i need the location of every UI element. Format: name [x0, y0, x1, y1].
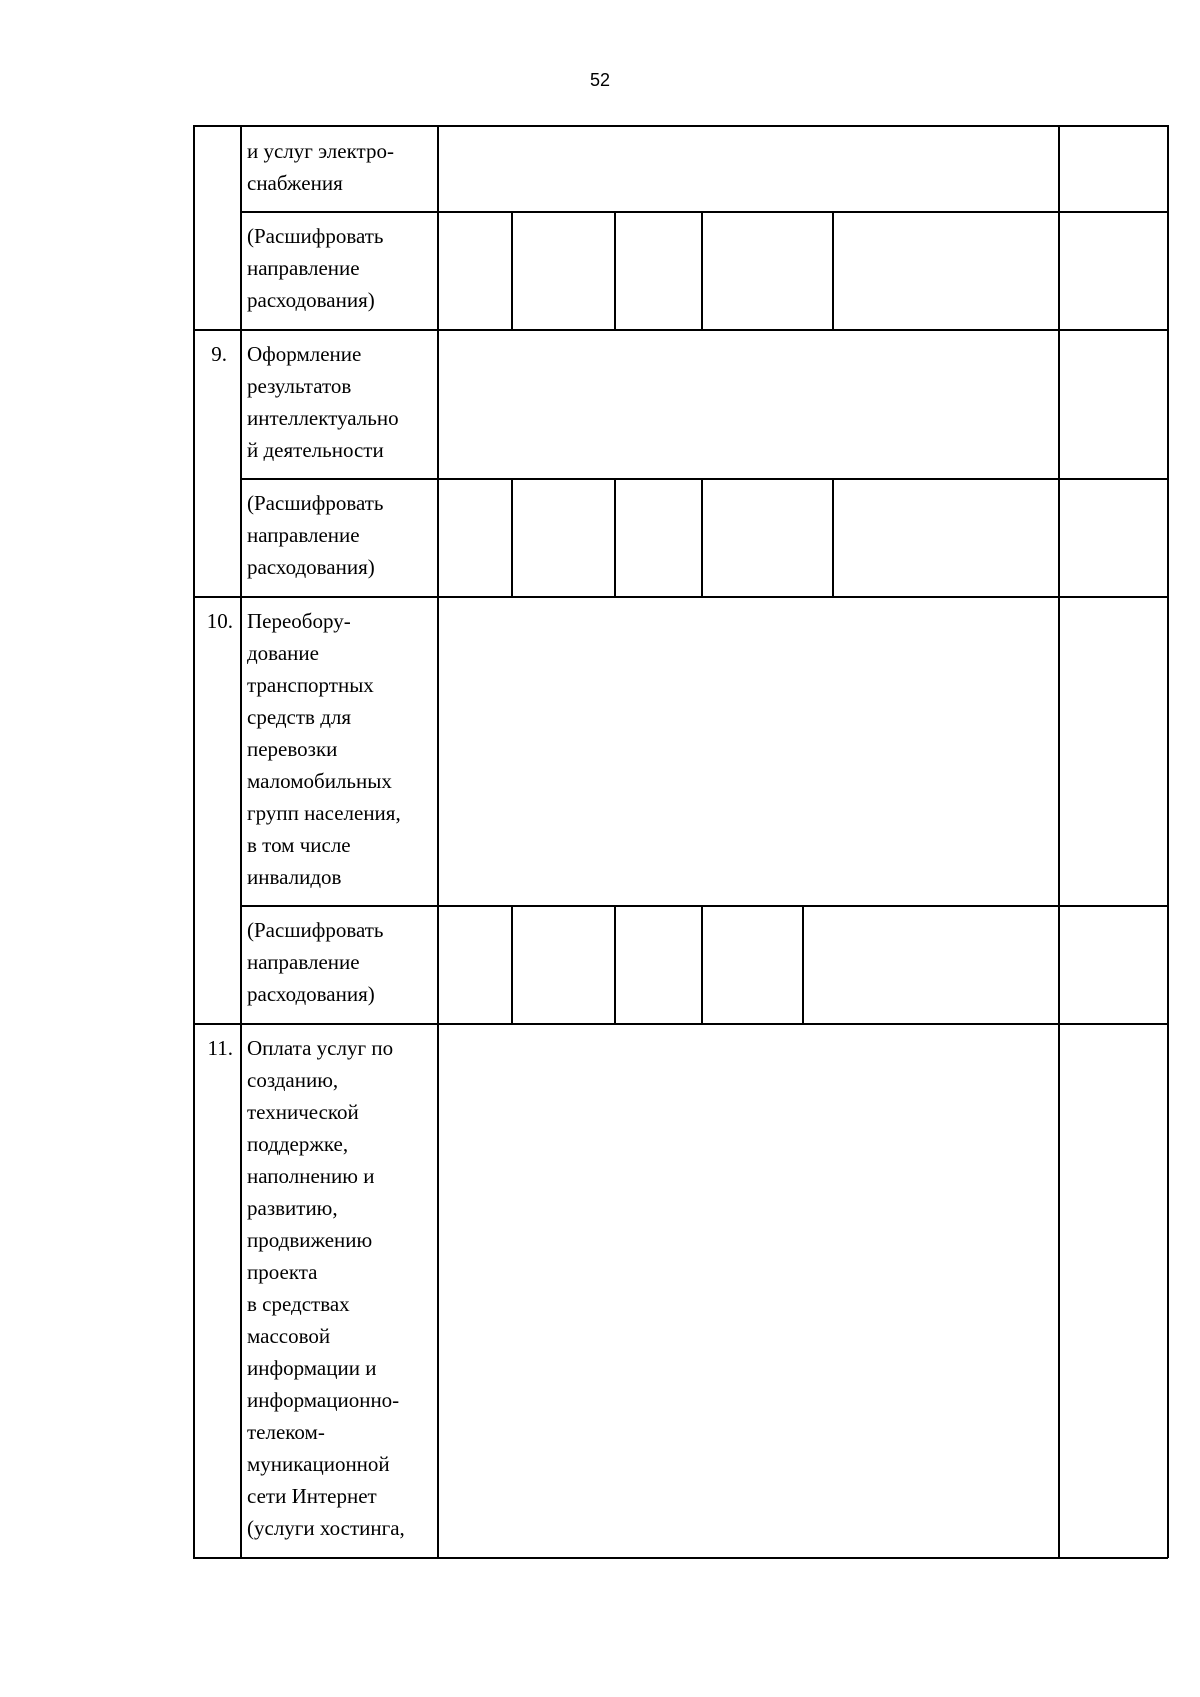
row-divider	[240, 211, 1168, 213]
item-description: (Расшифровать направление расходования)	[247, 491, 384, 579]
subcolumn-divider	[832, 211, 834, 329]
column-divider	[1058, 125, 1060, 1558]
row-number: 10.	[206, 609, 233, 633]
item-description: Оплата услуг по созданию, технической поддержке, наполнению и развитию, продвижению проекта в средствах массовой информации и информационно- телеком- муникационной сети Интернет (услуги хостинга,	[247, 1036, 405, 1540]
subcolumn-divider	[511, 905, 513, 1023]
row-divider	[193, 1023, 1168, 1025]
item-description: Оформление результатов интеллектуально й деятельности	[247, 342, 399, 462]
subcolumn-divider	[614, 905, 616, 1023]
row-number: 9.	[211, 342, 227, 366]
subcolumn-divider	[701, 478, 703, 596]
row-divider	[240, 905, 1168, 907]
subcolumn-divider	[614, 211, 616, 329]
table-border-top	[193, 125, 1168, 127]
subcolumn-divider	[832, 478, 834, 596]
row-divider	[193, 329, 1168, 331]
subcolumn-divider	[614, 478, 616, 596]
subcolumn-divider	[802, 905, 804, 1023]
item-description: и услуг электро- снабжения	[247, 139, 394, 195]
row-divider	[240, 478, 1168, 480]
column-divider	[240, 125, 242, 1558]
subcolumn-divider	[511, 211, 513, 329]
item-description: Переобору- дование транспортных средств для перевозки маломобильных групп населения, в том числе инвалидов	[247, 609, 401, 889]
table-border-bottom	[193, 1557, 1168, 1559]
item-description: (Расшифровать направление расходования)	[247, 918, 384, 1006]
row-divider	[193, 596, 1168, 598]
page-number: 52	[589, 70, 611, 90]
item-description: (Расшифровать направление расходования)	[247, 224, 384, 312]
row-number: 11.	[207, 1036, 233, 1060]
table-border-right	[1167, 125, 1169, 1558]
subcolumn-divider	[701, 211, 703, 329]
subcolumn-divider	[511, 478, 513, 596]
subcolumn-divider	[701, 905, 703, 1023]
column-divider	[437, 125, 439, 1558]
